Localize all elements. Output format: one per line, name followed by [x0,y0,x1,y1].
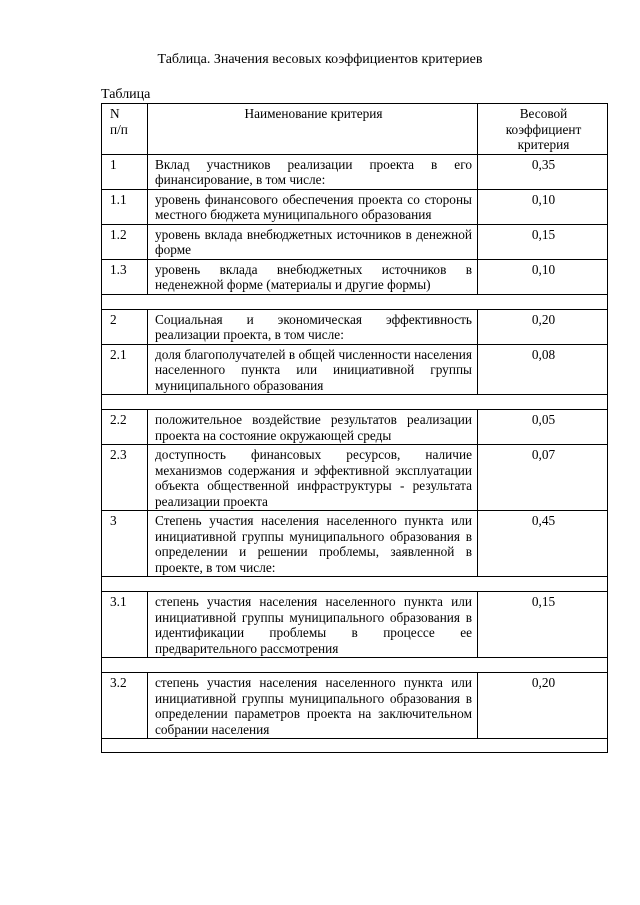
row-criterion: Степень участия населения населенного пункта или инициативной группы муниципального образования в определении и решении проблемы, заявленной в проекте, в том числе: [148,511,478,577]
row-criterion: доля благополучателей в общей численности населения населенного пункта или инициативной группы муниципального образования [148,344,478,395]
empty-row [102,577,608,592]
table-row [102,673,608,739]
table-row [102,154,608,189]
row-weight: 0,35 [478,154,608,189]
row-weight: 0,10 [478,259,608,294]
row-weight: 0,45 [478,511,608,577]
row-num: 1.3 [102,259,148,294]
table-row [102,309,608,344]
header-criterion-name: Наименование критерия [148,104,478,155]
row-weight: 0,08 [478,344,608,395]
row-weight: 0,10 [478,189,608,224]
row-criterion: Вклад участников реализации проекта в его финансирование, в том числе: [148,154,478,189]
row-num: 3 [102,511,148,577]
row-weight: 0,20 [478,309,608,344]
empty-cell [102,294,608,309]
table-row [102,224,608,259]
header-weight-line3: критерия [517,137,570,152]
empty-cell [102,395,608,410]
empty-cell [102,658,608,673]
empty-row [102,395,608,410]
criteria-table [101,103,608,753]
row-weight: 0,20 [478,673,608,739]
row-weight: 0,15 [478,224,608,259]
row-criterion: уровень вклада внебюджетных источников в неденежной форме (материалы и другие формы) [148,259,478,294]
header-num-line2: п/п [110,121,128,137]
table-row [102,410,608,445]
row-num: 1.1 [102,189,148,224]
row-weight: 0,07 [478,445,608,511]
empty-cell [102,739,608,753]
row-criterion: доступность финансовых ресурсов, наличие механизмов содержания и эффективной эксплуатации объекта общественной инфраструктуры - результата реализации проекта [148,445,478,511]
row-criterion: уровень вклада внебюджетных источников в денежной форме [148,224,478,259]
row-num: 2.1 [102,344,148,395]
page-title: Таблица. Значения весовых коэффициентов критериев [157,52,483,67]
table-header-row [102,104,608,155]
table-row [102,445,608,511]
empty-row [102,294,608,309]
header-weight [478,104,608,155]
row-num: 2.3 [102,445,148,511]
empty-cell [102,577,608,592]
table-row [102,344,608,395]
row-criterion: степень участия населения населенного пункта или инициативной группы муниципального образования в определении параметров проекта на заключительном собрании населения [148,673,478,739]
row-num: 3.2 [102,673,148,739]
header-weight-line2: коэффициент [505,121,582,137]
row-num: 1 [102,154,148,189]
row-criterion: степень участия населения населенного пункта или инициативной группы муниципального образования в идентификации проблемы в процессе ее предварительного рассмотрения [148,592,478,658]
table-row [102,592,608,658]
row-num: 2 [102,309,148,344]
row-weight: 0,05 [478,410,608,445]
row-criterion: уровень финансового обеспечения проекта со стороны местного бюджета муниципального образования [148,189,478,224]
row-criterion: Социальная и экономическая эффективность реализации проекта, в том числе: [148,309,478,344]
row-weight: 0,15 [478,592,608,658]
row-num: 3.1 [102,592,148,658]
empty-row [102,739,608,753]
row-criterion: положительное воздействие результатов реализации проекта на состояние окружающей среды [148,410,478,445]
empty-row [102,658,608,673]
header-num [102,104,148,155]
table-caption: Таблица [101,87,151,102]
table-row [102,189,608,224]
header-num-line1: N [110,106,120,121]
row-num: 2.2 [102,410,148,445]
table-row [102,259,608,294]
table-row [102,511,608,577]
row-num: 1.2 [102,224,148,259]
header-weight-line1: Весовой [519,106,568,121]
